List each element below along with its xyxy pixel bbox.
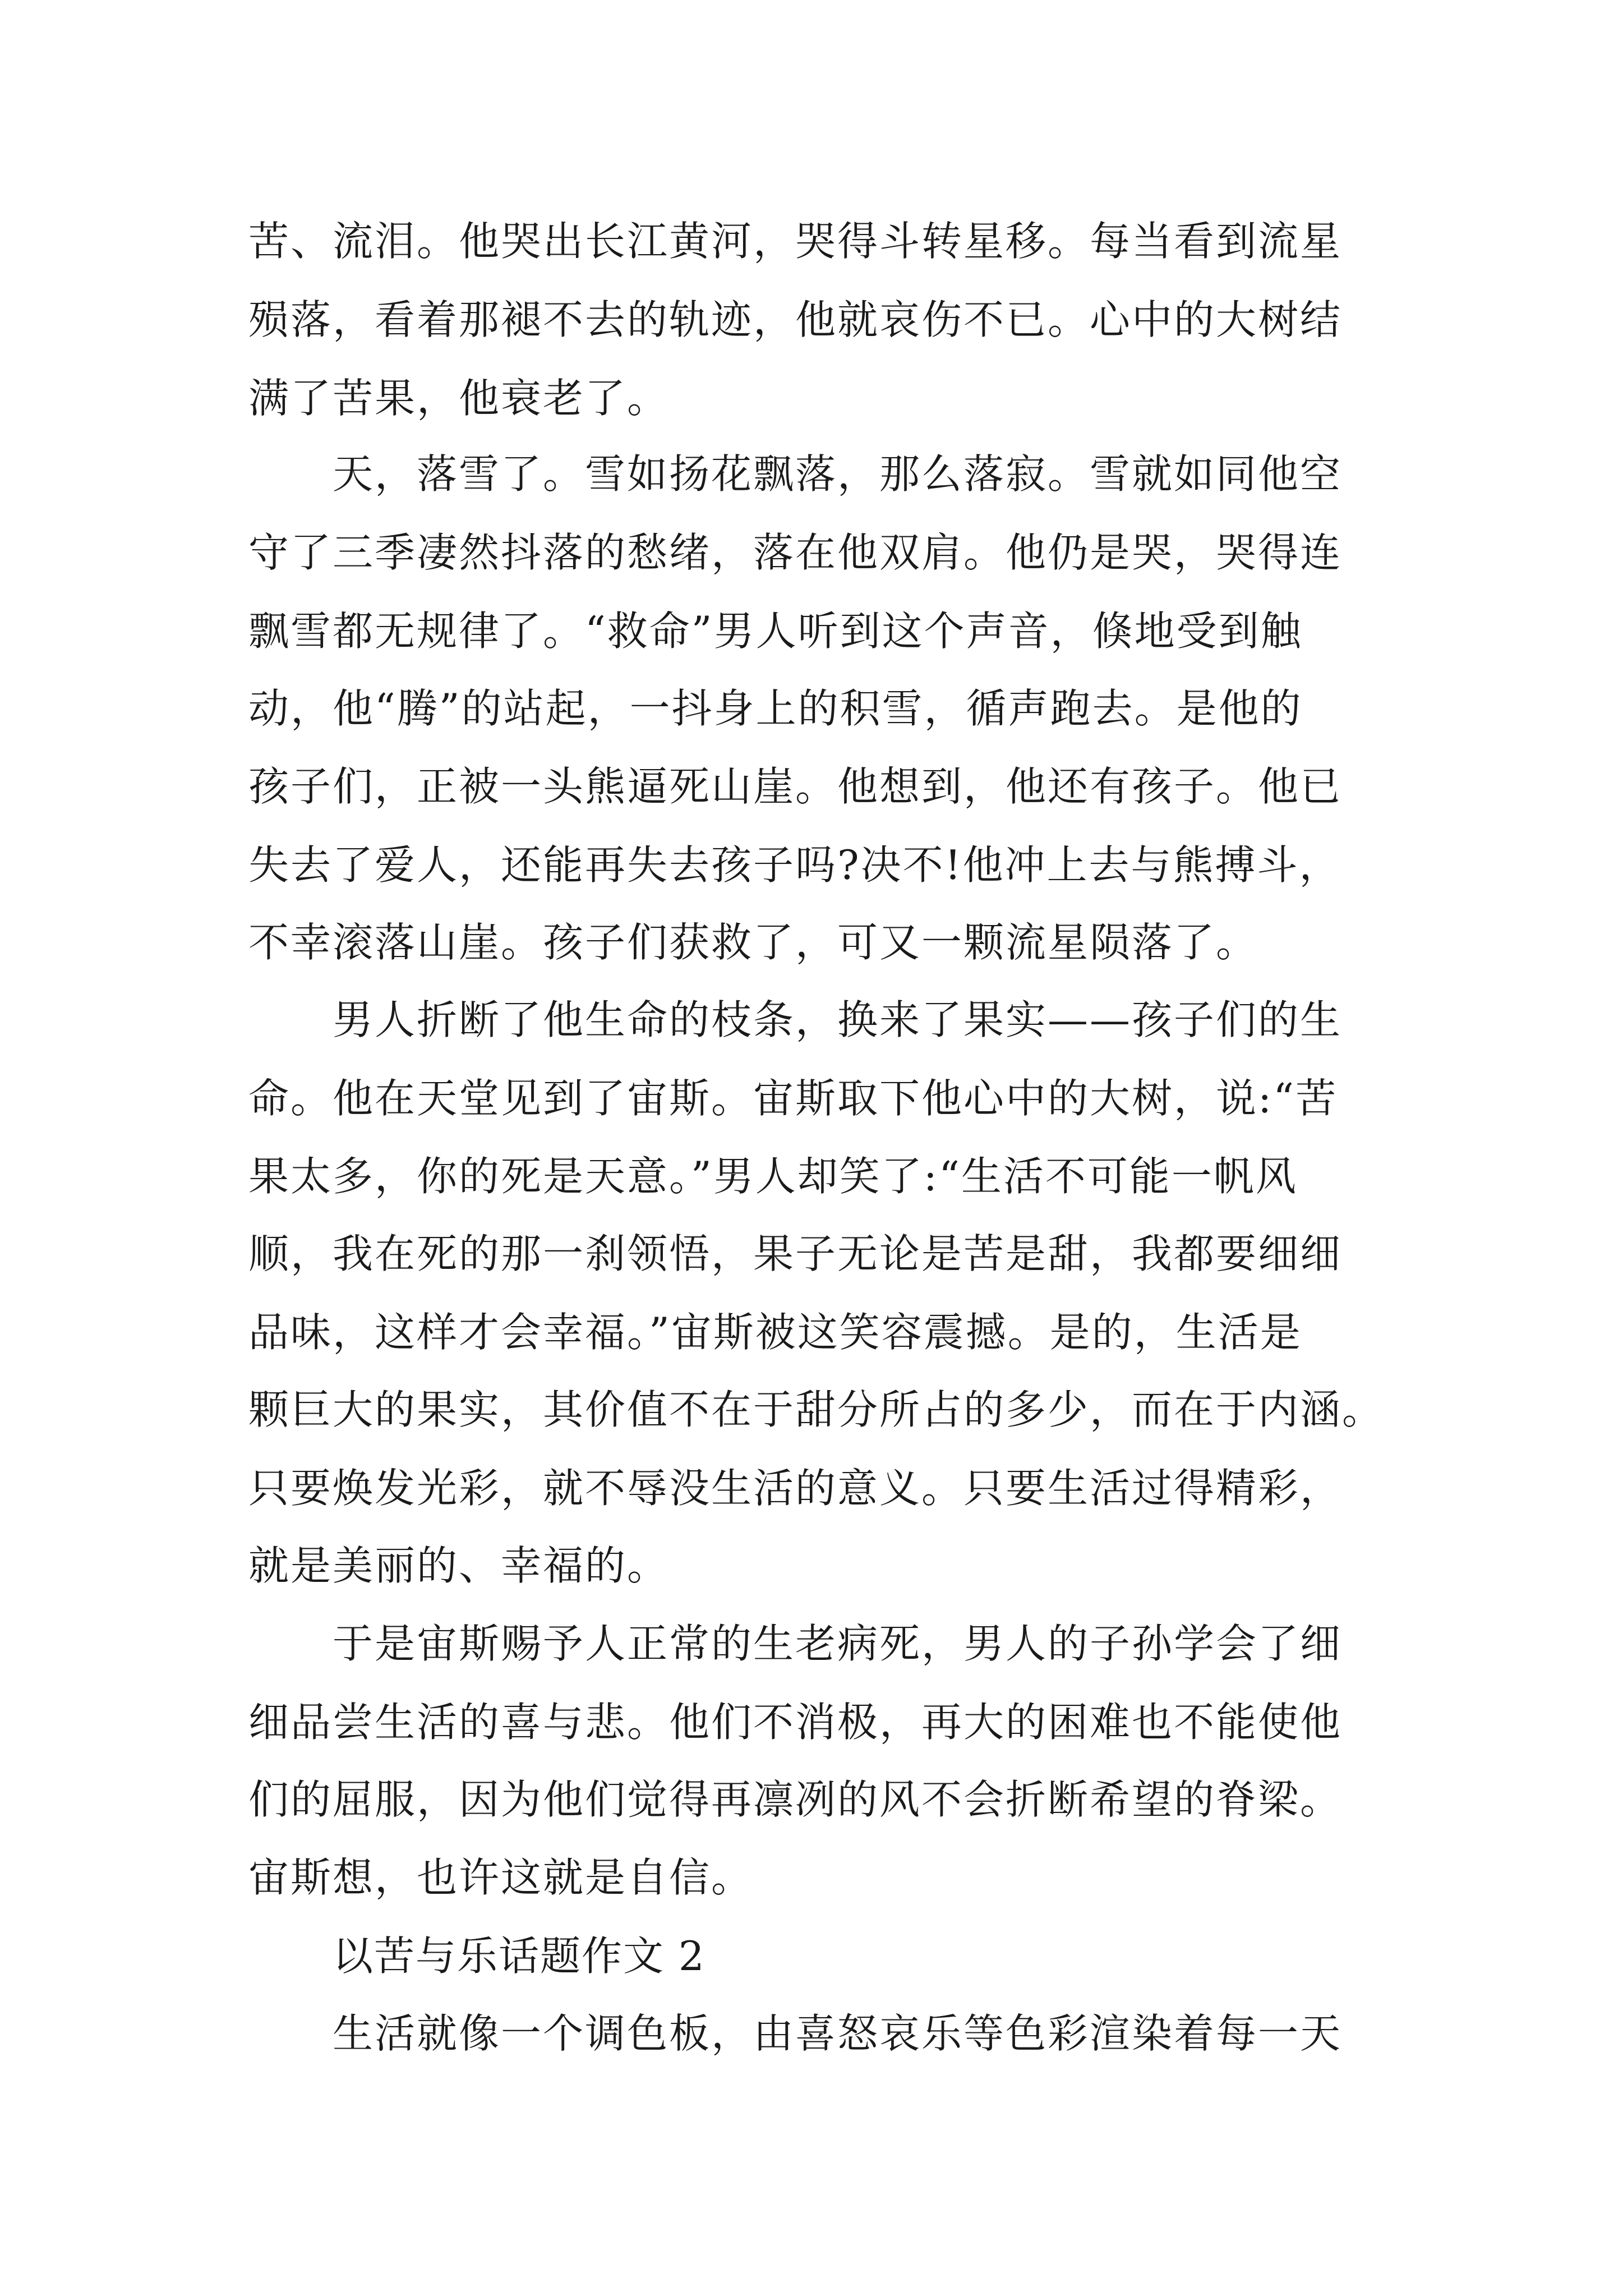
paragraph-line: 品味，这样才会幸福。”宙斯被这笑容震撼。是的，生活是 bbox=[248, 1309, 1302, 1356]
paragraph-line: 满了苦果，他衰老了。 bbox=[248, 375, 670, 422]
paragraph-line: 动，他“腾”的站起，一抖身上的积雪，循声跑去。是他的 bbox=[248, 685, 1303, 732]
paragraph-line: 守了三季凄然抖落的愁绪，落在他双肩。他仍是哭，哭得连 bbox=[248, 529, 1343, 576]
paragraph-line: 宙斯想，也许这就是自信。 bbox=[248, 1854, 754, 1901]
paragraph-line: 细品尝生活的喜与悲。他们不消极，再大的困难也不能使他 bbox=[248, 1699, 1343, 1746]
paragraph-line: 男人折断了他生命的枝条，换来了果实——孩子们的生 bbox=[333, 996, 1343, 1043]
paragraph-line: 失去了爱人，还能再失去孩子吗?决不!他冲上去与熊搏斗， bbox=[248, 841, 1341, 889]
paragraph-line: 们的屈服，因为他们觉得再凛冽的风不会折断希望的脊梁。 bbox=[248, 1776, 1343, 1823]
paragraph-line: 生活就像一个调色板，由喜怒哀乐等色彩渲染着每一天 bbox=[333, 2010, 1343, 2057]
paragraph-line: 顺，我在死的那一刹领悟，果子无论是苦是甜，我都要细细 bbox=[248, 1230, 1343, 1277]
paragraph-line: 就是美丽的、幸福的。 bbox=[248, 1542, 670, 1589]
paragraph-line: 命。他在天堂见到了宙斯。宙斯取下他心中的大树，说:“苦 bbox=[248, 1075, 1338, 1122]
paragraph-line: 只要焕发光彩，就不辱没生活的意义。只要生活过得精彩， bbox=[248, 1465, 1343, 1512]
paragraph-line: 天，落雪了。雪如扬花飘落，那么落寂。雪就如同他空 bbox=[333, 450, 1343, 498]
paragraph-line: 颗巨大的果实，其价值不在于甜分所占的多少，而在于内涵。 bbox=[248, 1386, 1385, 1433]
paragraph-line: 殒落，看着那褪不去的轨迹，他就哀伤不已。心中的大树结 bbox=[248, 296, 1343, 343]
paragraph-line: 不幸滚落山崖。孩子们获救了，可又一颗流星陨落了。 bbox=[248, 919, 1258, 966]
paragraph-line: 孩子们，正被一头熊逼死山崖。他想到，他还有孩子。他已 bbox=[248, 763, 1343, 810]
paragraph-line: 飘雪都无规律了。“救命”男人听到这个声音，倏地受到触 bbox=[248, 608, 1303, 655]
section-heading: 以苦与乐话题作文 2 bbox=[333, 1932, 706, 1980]
paragraph-line: 果太多，你的死是天意。”男人却笑了:“生活不可能一帆风 bbox=[248, 1153, 1298, 1200]
paragraph-line: 于是宙斯赐予人正常的生老病死，男人的子孙学会了细 bbox=[333, 1620, 1343, 1667]
paragraph-line: 苦、流泪。他哭出长江黄河，哭得斗转星移。每当看到流星 bbox=[248, 218, 1343, 265]
